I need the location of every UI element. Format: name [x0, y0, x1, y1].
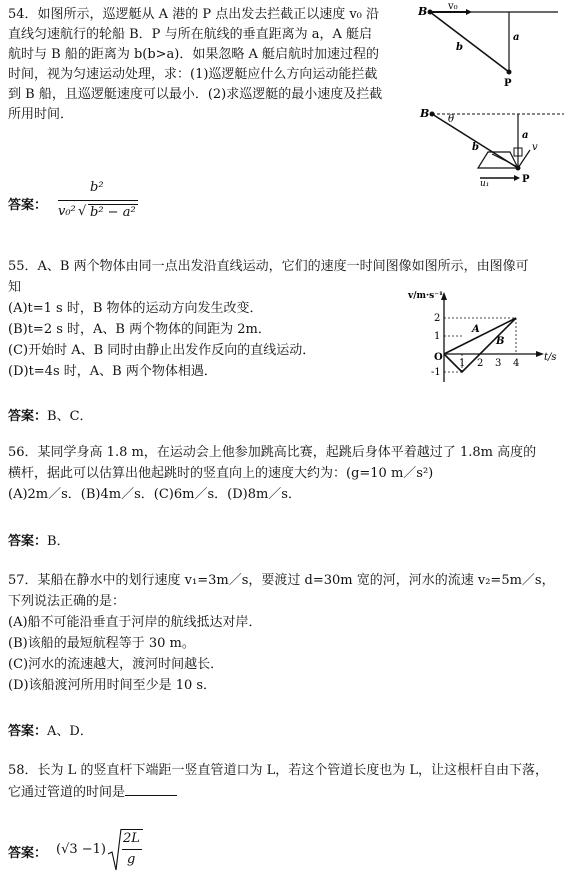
fig2-label-u: u₁ [480, 179, 490, 186]
q55-velocity-time-graph [398, 290, 568, 390]
q55-answer-label: 答案： [8, 409, 48, 424]
q56-line: 56．某同学身高 1.8 m，在运动会上他参加跳高比赛，起跳后身体平着越过了 1.8m 高度的 [8, 445, 537, 460]
q58-answer-blank [125, 783, 177, 796]
graph-xlabel: t/s [544, 352, 557, 363]
q56-line: 横杆，据此可以估算出他起跳时的竖直向上的速度大约为：(g=10 m／s²) [8, 466, 434, 481]
graph-label-A: A [472, 324, 480, 335]
graph-ytick: 1 [434, 331, 441, 342]
q54-answer-denominator-radicand: b² − a² [90, 205, 136, 220]
q54-line: 所用时间． [8, 107, 74, 122]
q56-answer-label: 答案： [8, 534, 48, 549]
q57-line: (A)船不可能沿垂直于河岸的航线抵达对岸． [8, 615, 262, 630]
q57-answer-value: A、D． [47, 724, 93, 739]
fig1-label-b: b [456, 42, 463, 53]
graph-ytick: -1 [431, 367, 441, 378]
q57-line: (C)河水的流速越大，渡河时间越长． [8, 657, 224, 672]
q58-answer-label: 答案： [8, 846, 48, 861]
q58-answer-formula [56, 826, 166, 876]
graph-xtick: 2 [477, 358, 484, 369]
q57-line: (B)该船的最短航程等于 30 m。 [8, 636, 195, 651]
q55-answer-value: B、C． [47, 409, 93, 424]
q55-line: (C)开始时 A、B 同时由静止出发作反向的直线运动． [8, 343, 316, 358]
q54-line: 航时与 B 船的距离为 b(b>a)．如果忽略 A 艇启航时加速过程的 [8, 47, 380, 62]
graph-xtick: 3 [495, 358, 502, 369]
fig2-label-b: b [472, 142, 479, 153]
q54-answer-denominator-v: v₀² [58, 204, 76, 219]
fig1-label-B: B [418, 5, 428, 18]
q54-line: 时间，视为匀速运动处理，求：(1)巡逻艇应什么方向运动能拦截 [8, 67, 378, 82]
graph-line-A [444, 318, 516, 354]
q57-line: (D)该船渡河所用时间至少是 10 s． [8, 678, 217, 693]
q57-line: 下列说法正确的是： [8, 594, 126, 609]
q58-line2-text: 它通过管道的时间是 [8, 785, 126, 800]
q55-line: 55．A、B 两个物体由同一点出发沿直线运动，它们的速度一时间图像如图所示，由图像可 [8, 259, 529, 274]
fig1-label-a: a [513, 32, 520, 43]
q57-answer [8, 720, 93, 739]
q58-answer-denominator: g [127, 852, 136, 867]
q58-answer-numerator: 2L [123, 831, 140, 846]
q58-line: 58．长为 L 的竖直杆下端距一竖直管道口为 L，若这个管道长度也为 L，让这根杆自由下落， [8, 763, 548, 778]
fig1-label-P: P [504, 78, 512, 89]
q56-answer [8, 530, 70, 549]
q55-answer [8, 405, 93, 424]
q54-answer-numerator: b² [90, 180, 104, 195]
fig2-label-P: P [522, 174, 530, 185]
q55-line: (A)t=1 s 时，B 物体的运动方向发生改变． [8, 301, 263, 316]
q58-answer-prefix: (√3 −1) [56, 842, 106, 857]
fig2-label-v: v [532, 142, 538, 153]
fig1-label-v0: v₀ [448, 1, 458, 12]
graph-origin: O [434, 352, 443, 363]
graph-ytick: 2 [434, 313, 441, 324]
graph-label-B: B [496, 336, 505, 347]
q54-figure-1 [418, 0, 568, 92]
q55-line: 知 [8, 280, 22, 295]
q58-line [8, 783, 177, 802]
fig2-label-B: B [420, 107, 430, 120]
q54-answer-formula: b² v₀² √ b² − a² [56, 180, 146, 224]
q54-figure-2 [418, 100, 568, 186]
q54-line: 54．如图所示，巡逻艇从 A 港的 P 点出发去拦截正以速度 v₀ 沿 [8, 7, 380, 22]
q57-answer-label: 答案： [8, 724, 48, 739]
q54-line: 直线匀速航行的轮船 B．P 与所在航线的垂直距离为 a，A 艇启 [8, 27, 372, 42]
q54-answer-label: 答案： [8, 198, 48, 213]
fig2-label-theta: θ [448, 114, 455, 125]
graph-xtick: 4 [513, 358, 520, 369]
q55-line: (B)t=2 s 时，A、B 两个物体的间距为 2m． [8, 322, 271, 337]
fig2-label-a: a [522, 130, 529, 141]
q55-line: (D)t=4s 时，A、B 两个物体相遇． [8, 364, 217, 379]
q57-line: 57．某船在静水中的划行速度 v₁=3m／s，要渡过 d=30m 宽的河，河水的流速 v₂=5m／s， [8, 573, 555, 588]
graph-ylabel: v/m·s⁻¹ [408, 291, 443, 301]
q54-line: 到 B 船，且巡逻艇速度可以最小．(2)求巡逻艇的最小速度及拦截 [8, 87, 383, 102]
q56-line: (A)2m／s．(B)4m／s．(C)6m／s．(D)8m／s． [8, 487, 301, 502]
q56-answer-value: B． [47, 534, 70, 549]
graph-xtick: 1 [459, 358, 466, 369]
